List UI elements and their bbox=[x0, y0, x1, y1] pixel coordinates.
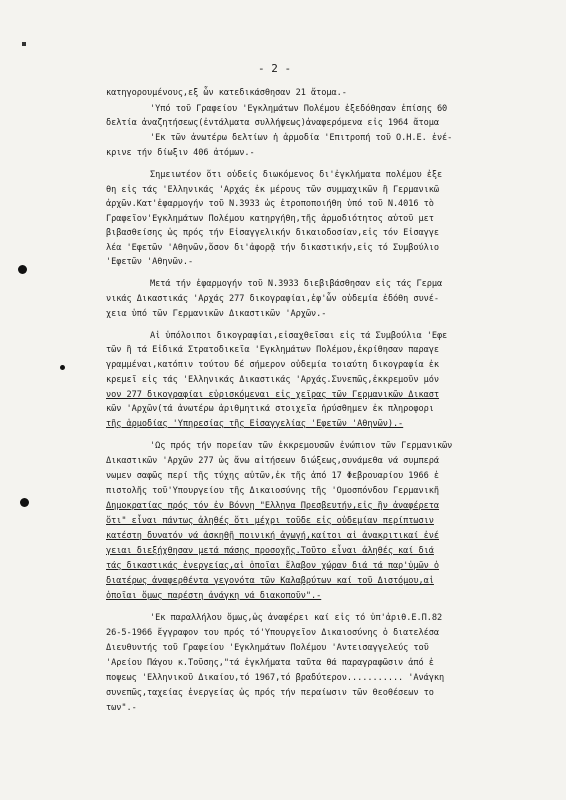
text-line: κρεμεῖ εἰς τάς 'Ελληνικάς Δικαστικάς 'Αρχάς.Συνεπῶς,ἐκκρεμοῦν μόν bbox=[106, 375, 440, 385]
text-line: συνεπῶς,ταχείας ἐνεργείας ὡς πρός τήν περαίωσιν τῶν θεοθέσεων το bbox=[106, 688, 434, 698]
text-line: ὅτι" εἶναι πάντως ἀληθές ὅτι μέχρι τοῦδε εἰς οὐδεμίαν περίπτωσιν bbox=[106, 516, 434, 526]
text-line: βιβασθείσης ὡς πρός τήν Εἰσαγγελικήν δικαιοδοσίαν,εἰς τόν Εἰσαγγε bbox=[106, 228, 440, 238]
text-line: νωμεν σαφῶς περί τῆς τύχης αὐτῶν,ἐκ τῆς ἀπό 17 Φεβρουαρίου 1966 ἐ bbox=[106, 471, 440, 481]
ink-dot bbox=[60, 365, 65, 370]
text-line: πιστολῆς τοῦ'Υπουργείου τῆς Δικαιοσύνης τῆς 'Ομοσπόνδου Γερμανικῆ bbox=[106, 486, 440, 496]
text-line: 'Ως πρός τήν πορείαν τῶν ἐκκρεμουσῶν ἐνώπιον τῶν Γερμανικῶν bbox=[150, 441, 453, 451]
text-line: των".- bbox=[106, 703, 137, 713]
text-line: κῶν 'Αρχῶν(τά ἀνωτέρω ἀριθμητικά στοιχεῖα ἠρύσθημεν ἐκ πληροφορι bbox=[106, 404, 434, 414]
text-line: 'Υπό τοῦ Γραφείου 'Εγκλημάτων Πολέμου ἐξεδόθησαν ἐπίσης 60 bbox=[150, 104, 448, 114]
text-line: 'Αρείου Πάγου κ.Τοῦσης,"τά ἐγκλήματα ταῦτα θά παραγραφῶσιν ἀπό ἐ bbox=[106, 658, 434, 668]
punch-hole-top bbox=[18, 265, 27, 274]
text-line: Δημοκρατίας πρός τόν ἐν Βόννῃ "Ελληνα Πρεσβευτήν,εἰς ἣν ἀναφέρετα bbox=[106, 501, 440, 511]
text-line: δελτία ἀναζητήσεως(ἐντάλματα συλλήψεως)ἀναφερόμενα εἰς 1964 ἄτομα bbox=[106, 118, 440, 128]
text-line: διατέρως ἀναφερθέντα γεγονότα τῶν Καλαβρύτων καί τοῦ Διστόμου,αἱ bbox=[106, 576, 434, 586]
punch-hole-bottom bbox=[20, 498, 29, 507]
text-line: κρινε τήν δίωξιν 406 ἀτόμων.- bbox=[106, 148, 255, 158]
text-line: Δικαστικῶν 'Αρχῶν 277 ὡς ἄνω αἰτήσεων διώξεως,συνάμεθα νά συμπερά bbox=[106, 456, 440, 466]
text-line: ὁποῖαι ὅμως παρέστη ἀνάγκη νά διακοποῦν".- bbox=[106, 591, 322, 601]
text-line: τῆς ἁρμοδίας 'Υπηρεσίας τῆς Εἰσαγγελίας 'Εφετῶν 'Αθηνῶν).- bbox=[106, 419, 404, 429]
text-line: κατηγορουμένους,εξ ὧν κατεδικάσθησαν 21 ἄτομα.- bbox=[106, 88, 347, 98]
text-line: ἀρχῶν.Κατ'ἐφαρμογήν τοῦ Ν.3933 ὡς ἐτροποποιήθη ὑπό τοῦ Ν.4016 τὸ bbox=[106, 199, 434, 209]
text-line: Γραφεῖον'Εγκλημάτων Πολέμου κατηργήθη,τῆς ἁρμοδιότητος αὐτοῦ μετ bbox=[106, 214, 434, 224]
text-line: 'Εκ τῶν ἀνωτέρω δελτίων ἡ ἁρμοδία 'Επιτροπή τοῦ Ο.Η.Ε. ἐνέ- bbox=[150, 133, 453, 143]
text-line: 26-5-1966 ἔγγραφον του πρός τό'Υπουργεῖον Δικαιοσύνης ὁ διατελέσα bbox=[106, 628, 440, 638]
text-line: κατέστη δυνατόν νά ἀσκηθῇ ποινική ἀγωγή,καίτοι αἱ ἀνακριτικαί ἐνέ bbox=[106, 531, 440, 541]
text-line: Διευθυντής τοῦ Γραφείου 'Εγκλημάτων Πολέμου 'Αντεισαγγελεύς τοῦ bbox=[106, 643, 429, 653]
text-line: θη εἰς τάς 'Ελληνικάς 'Αρχάς ἐκ μέρους τῶν συμμαχικῶν ἢ Γερμανικῶ bbox=[106, 185, 440, 195]
text-line: λέα 'Εφετῶν 'Αθηνῶν,ὅσον δι'ἀφορᾷ τήν δικαστικήν,εἰς τό Συμβούλιο bbox=[106, 243, 440, 253]
text-line: 'Εκ παραλλήλου ὅμως,ὡς ἀναφέρει καί εἰς τό ὑπ'ἀριθ.Ε.Π.82 bbox=[150, 613, 443, 623]
text-line: τάς δικαστικάς ἐνεργείας,αἱ ὁποῖαι ἔλαβον χώραν διά τά παρ'ὑμῶν ὁ bbox=[106, 561, 440, 571]
text-line: χεια ὑπό τῶν Γερμανικῶν Δικαστικῶν 'Αρχῶν.- bbox=[106, 309, 327, 319]
text-line: Μετά τήν ἐφαρμογήν τοῦ Ν.3933 διεβιβάσθησαν εἰς τάς Γερμα bbox=[150, 279, 443, 289]
text-line: νον 277 δικογραφίαι εὑρισκόμεναι εἰς χεῖρας τῶν Γερμανικῶν Δικαστ bbox=[106, 390, 440, 400]
binder-mark bbox=[22, 42, 26, 46]
text-line: τῶν ἢ τά Εἰδικά Στρατοδικεῖα 'Εγκλημάτων Πολέμου,ἐκρίθησαν παραγε bbox=[106, 345, 440, 355]
text-line: 'Εφετῶν 'Αθηνῶν.- bbox=[106, 257, 194, 267]
text-line: νικάς Δικαστικάς 'Αρχάς 277 δικογραφίαι,ἐφ'ὧν οὐδεμία ἐδόθη συνέ- bbox=[106, 294, 440, 304]
page-number: - 2 - bbox=[258, 62, 292, 75]
text-line: Αἱ ὑπόλοιποι δικογραφίαι,εἰσαχθεῖσαι εἰς τά Συμβούλια 'Εφε bbox=[150, 331, 448, 341]
text-line: γραμμέναι,κατόπιν τούτου δέ σήμερον οὐδεμία τοιαύτη δικογραφία ἐκ bbox=[106, 360, 440, 370]
text-line: ποψεως 'Ελληνικοῦ Δικαίου,τό 1967,τό βραδύτερον........... 'Ανάγκη bbox=[106, 673, 445, 683]
text-line: γειαι διεξήχθησαν μετά πάσης προσοχῆς.Τοῦτο εἶναι ἀληθές καί διά bbox=[106, 546, 434, 556]
text-line: Σημειωτέον ὅτι οὐδείς διωκόμενος δι'ἐγκλήματα πολέμου ἐξε bbox=[150, 170, 443, 180]
